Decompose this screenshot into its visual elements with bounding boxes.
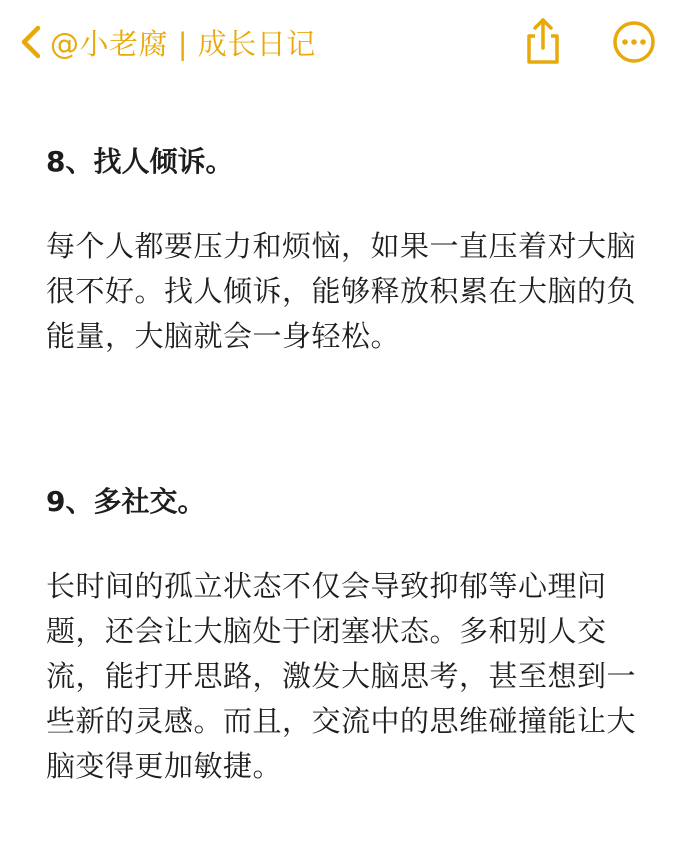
back-button[interactable] xyxy=(18,20,316,64)
share-icon xyxy=(520,16,566,66)
chevron-left-icon xyxy=(18,20,44,64)
section-body: 长时间的孤立状态不仅会导致抑郁等心理问题，还会让大脑处于闭塞状态。多和别人交流，能打开思路，激发大脑思考，甚至想到一些新的灵感。而且，交流中的思维碰撞能让大脑变得更加敏捷。 xyxy=(46,569,637,783)
more-button[interactable] xyxy=(612,20,656,64)
section-heading: 9、多社交。 xyxy=(46,485,206,518)
back-label: @小老腐 | 成长日记 xyxy=(50,26,316,61)
navigation-bar xyxy=(0,0,690,90)
share-button[interactable] xyxy=(520,16,566,66)
more-horizontal-icon xyxy=(612,20,656,64)
section-heading: 8、找人倾诉。 xyxy=(46,145,234,178)
section-body: 每个人都要压力和烦恼，如果一直压着对大脑很不好。找人倾诉，能够释放积累在大脑的负能量，大脑就会一身轻松。 xyxy=(46,229,637,353)
